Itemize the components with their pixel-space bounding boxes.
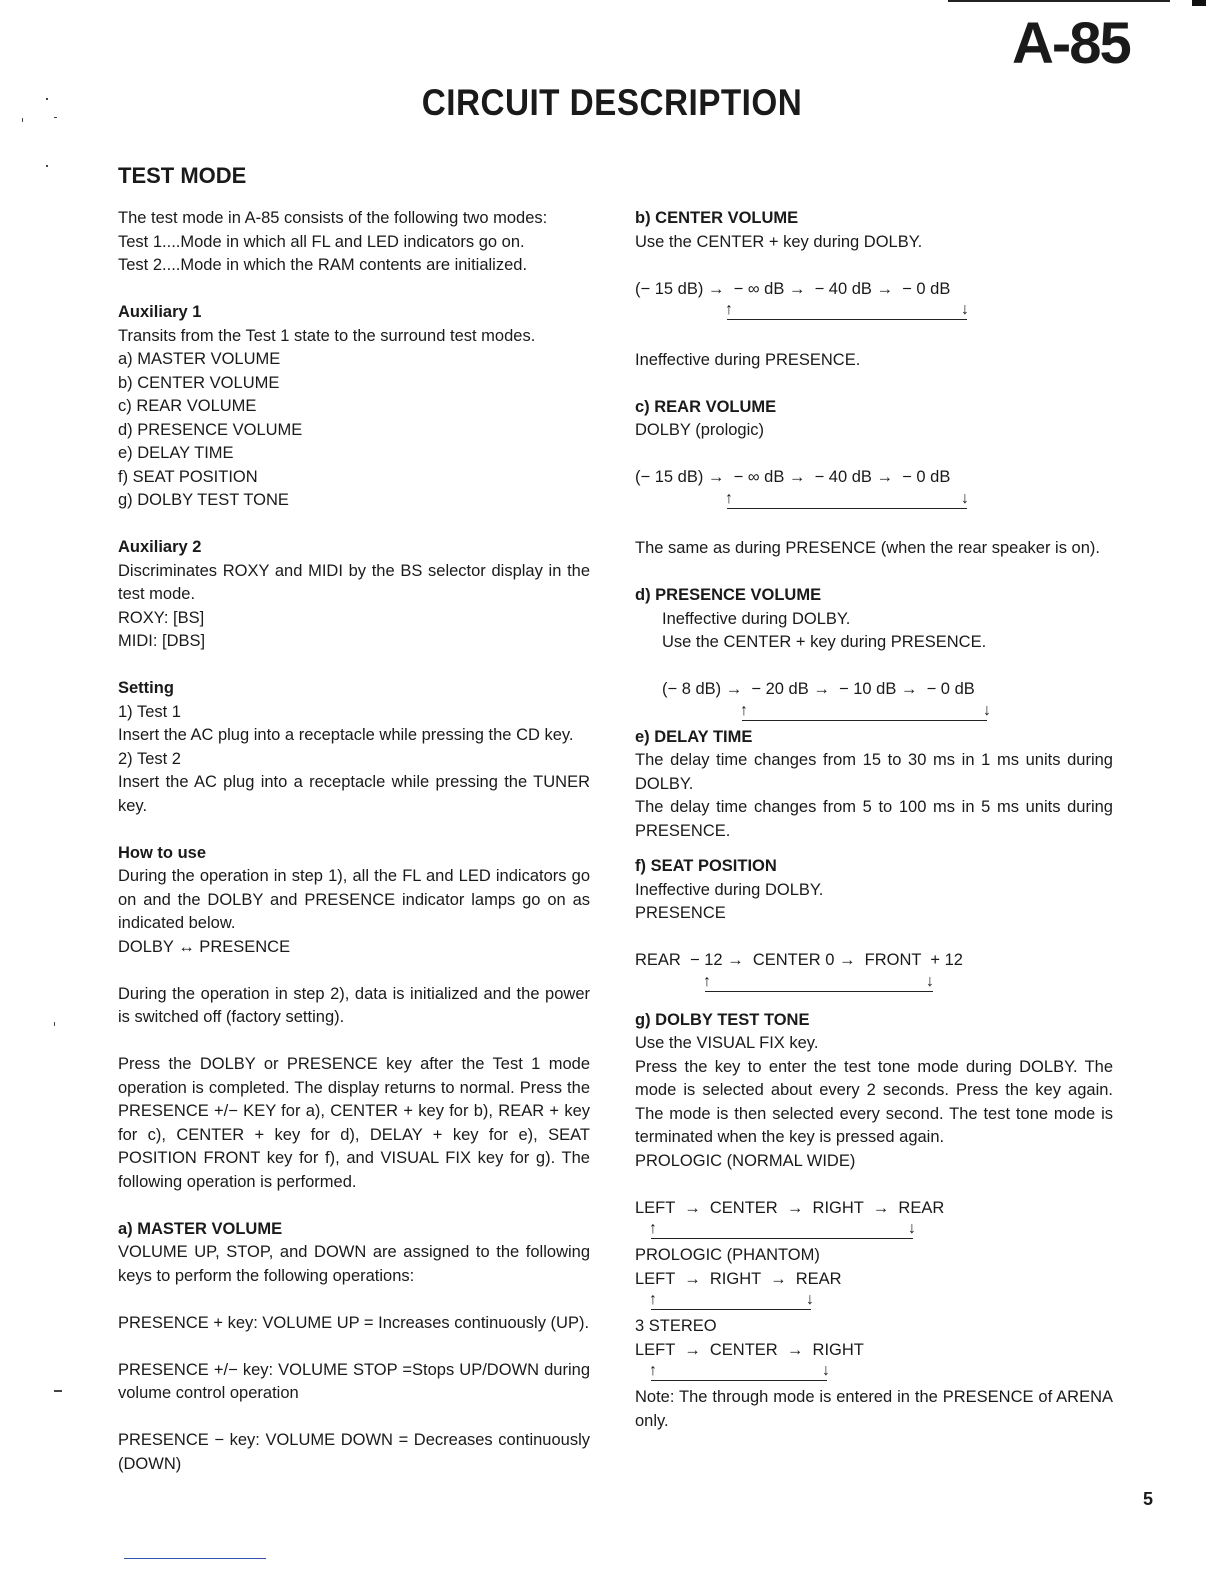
aux2-midi: MIDI: [DBS]: [118, 632, 206, 650]
aux1-item: g) DOLBY TEST TONE: [118, 491, 289, 509]
center-heading: b) CENTER VOLUME: [635, 209, 799, 227]
right-column: [635, 207, 1113, 1433]
setting-heading: Setting: [118, 679, 174, 697]
master-stop: PRESENCE +/− key: VOLUME STOP =Stops UP/DOWN during volume control operation: [118, 1360, 590, 1402]
presence-line: Use the CENTER + key during PRESENCE.: [662, 633, 987, 651]
rear-sequence: (− 15 dB) → − ∞ dB → − 40 dB → − 0 dB: [635, 468, 951, 486]
page-title: CIRCUIT DESCRIPTION: [421, 82, 803, 123]
section-title: TEST MODE: [118, 163, 247, 188]
master-heading: a) MASTER VOLUME: [118, 1219, 283, 1238]
aux1-item: c) REAR VOLUME: [118, 397, 257, 415]
seat-sequence: REAR − 12 → CENTER 0 → FRONT + 12: [635, 951, 963, 969]
tone-stereo-loop: [635, 1362, 1113, 1386]
master-up: PRESENCE + key: VOLUME UP = Increases continuously (UP).: [118, 1313, 590, 1332]
tone-note: Note: The through mode is entered in the PRESENCE of ARENA only.: [635, 1388, 1113, 1430]
intro-line: Test 2....Mode in which the RAM contents are initialized.: [118, 256, 528, 274]
setting-test1-text: Insert the AC plug into a receptacle while pressing the CD key.: [118, 726, 574, 744]
aux1-heading: Auxiliary 1: [118, 303, 202, 321]
loop-line: [651, 1238, 913, 1239]
tone-line: Use the VISUAL FIX key.: [635, 1034, 819, 1052]
loop-up-arrow-icon: ↑: [649, 1291, 657, 1308]
aux2-heading: Auxiliary 2: [118, 538, 202, 556]
loop-line: [742, 720, 987, 721]
center-text: Use the CENTER + key during DOLBY.: [635, 232, 923, 251]
master-down: PRESENCE − key: VOLUME DOWN = Decreases continuously (DOWN): [118, 1431, 590, 1473]
corner-mark: [1192, 0, 1206, 6]
tone-stereo-sequence: LEFT → CENTER → RIGHT: [635, 1340, 864, 1359]
aux2-roxy: ROXY: [BS]: [118, 608, 205, 627]
tone-stereo-label: 3 STEREO: [635, 1317, 717, 1335]
setting-test1-label: 1) Test 1: [118, 702, 181, 721]
rear-note: The same as during PRESENCE (when the rear speaker is on).: [635, 539, 1100, 557]
scan-speck: [22, 118, 23, 122]
loop-down-arrow-icon: ↓: [983, 701, 991, 719]
seat-line: PRESENCE: [635, 904, 726, 922]
loop-down-arrow-icon: ↓: [961, 489, 969, 507]
tone-heading: g) DOLBY TEST TONE: [635, 1010, 810, 1029]
center-note: Ineffective during PRESENCE.: [635, 350, 861, 369]
tone-wide-loop: [635, 1220, 1113, 1244]
delay-paragraph: The delay time changes from 15 to 30 ms in 1 ms units during DOLBY.: [635, 751, 1113, 793]
setting-test2-text: Insert the AC plug into a receptacle while pressing the TUNER key.: [118, 773, 590, 815]
loop-down-arrow-icon: ↓: [806, 1291, 814, 1308]
aux1-item: d) PRESENCE VOLUME: [118, 420, 303, 439]
presence-sequence: (− 8 dB) → − 20 dB → − 10 dB → − 0 dB: [662, 680, 975, 698]
loop-up-arrow-icon: ↑: [725, 301, 733, 318]
loop-line: [727, 319, 967, 320]
loop-up-arrow-icon: ↑: [649, 1220, 657, 1237]
loop-down-arrow-icon: ↓: [822, 1362, 830, 1379]
center-sequence: (− 15 dB) → − ∞ dB → − 40 dB → − 0 dB: [635, 279, 951, 298]
delay-paragraph: The delay time changes from 5 to 100 ms in 5 ms units during PRESENCE.: [635, 798, 1113, 840]
loop-up-arrow-icon: ↑: [740, 701, 748, 719]
loop-line: [651, 1309, 811, 1310]
loop-up-arrow-icon: ↑: [725, 489, 733, 507]
how-paragraph: Press the DOLBY or PRESENCE key after the Test 1 mode operation is completed. The display returns to normal. Press the PRESENCE +/− KEY for a), CENTER + key for b), REAR + key for c), CENTER + key for d), DELAY + key for e), SEAT POSITION FRONT key for f), and VISUAL FIX key for g). The following operation is performed.: [118, 1055, 590, 1191]
seat-loop: [635, 973, 1113, 997]
intro-line: Test 1....Mode in which all FL and LED indicators go on.: [118, 232, 525, 251]
loop-down-arrow-icon: ↓: [961, 301, 969, 318]
aux1-text: Transits from the Test 1 state to the surround test modes.: [118, 326, 536, 345]
footer-rule: [124, 1558, 266, 1559]
tone-phantom-loop: [635, 1291, 1113, 1315]
page-number: 5: [1143, 1489, 1154, 1509]
tone-paragraph: Press the key to enter the test tone mode during DOLBY. The mode is selected about every 2 seconds. Press the key again. The mode is then selected every second. The test tone mode is terminated when the key is pressed again.: [635, 1057, 1113, 1146]
loop-up-arrow-icon: ↑: [649, 1362, 657, 1379]
delay-heading: e) DELAY TIME: [635, 727, 753, 746]
loop-line: [705, 991, 933, 992]
tone-wide-sequence: LEFT → CENTER → RIGHT → REAR: [635, 1198, 945, 1217]
how-heading: How to use: [118, 843, 207, 862]
aux1-item: f) SEAT POSITION: [118, 467, 258, 486]
intro-line: The test mode in A-85 consists of the following two modes:: [118, 209, 548, 227]
presence-heading: d) PRESENCE VOLUME: [635, 586, 822, 604]
presence-loop: [635, 702, 1113, 726]
rear-loop: [635, 490, 1113, 514]
master-text: VOLUME UP, STOP, and DOWN are assigned to the following keys to perform the following operations:: [118, 1243, 590, 1285]
seat-line: Ineffective during DOLBY.: [635, 880, 824, 899]
aux1-item: a) MASTER VOLUME: [118, 350, 281, 368]
loop-down-arrow-icon: ↓: [908, 1220, 916, 1237]
loop-up-arrow-icon: ↑: [703, 972, 711, 990]
center-loop: [635, 301, 1113, 325]
how-paragraph: During the operation in step 1), all the FL and LED indicators go on and the DOLBY and PRESENCE indicator lamps go on as indicated below.: [118, 867, 590, 932]
seat-heading: f) SEAT POSITION: [635, 857, 777, 875]
loop-line: [727, 508, 967, 509]
how-toggle: DOLBY ↔ PRESENCE: [118, 937, 291, 956]
left-column: [118, 207, 590, 1476]
aux1-item: e) DELAY TIME: [118, 444, 234, 462]
presence-line: Ineffective during DOLBY.: [662, 609, 851, 628]
scan-speck: [54, 1390, 62, 1392]
loop-down-arrow-icon: ↓: [926, 972, 934, 990]
header-rule: [948, 0, 1170, 2]
scan-speck: [46, 165, 48, 167]
model-number: A-85: [1012, 11, 1130, 76]
rear-heading: c) REAR VOLUME: [635, 397, 777, 416]
loop-line: [651, 1380, 827, 1381]
rear-text: DOLBY (prologic): [635, 421, 764, 439]
how-paragraph: During the operation in step 2), data is initialized and the power is switched off (factory setting).: [118, 984, 590, 1026]
tone-phantom-sequence: LEFT → RIGHT → REAR: [635, 1269, 842, 1288]
aux2-text: Discriminates ROXY and MIDI by the BS selector display in the test mode.: [118, 561, 590, 603]
tone-wide-label: PROLOGIC (NORMAL WIDE): [635, 1151, 856, 1170]
scan-speck: [46, 98, 48, 100]
aux1-item: b) CENTER VOLUME: [118, 373, 280, 392]
scan-speck: [54, 1022, 55, 1026]
tone-phantom-label: PROLOGIC (PHANTOM): [635, 1246, 820, 1264]
scan-speck: [54, 117, 57, 118]
setting-test2-label: 2) Test 2: [118, 749, 181, 768]
